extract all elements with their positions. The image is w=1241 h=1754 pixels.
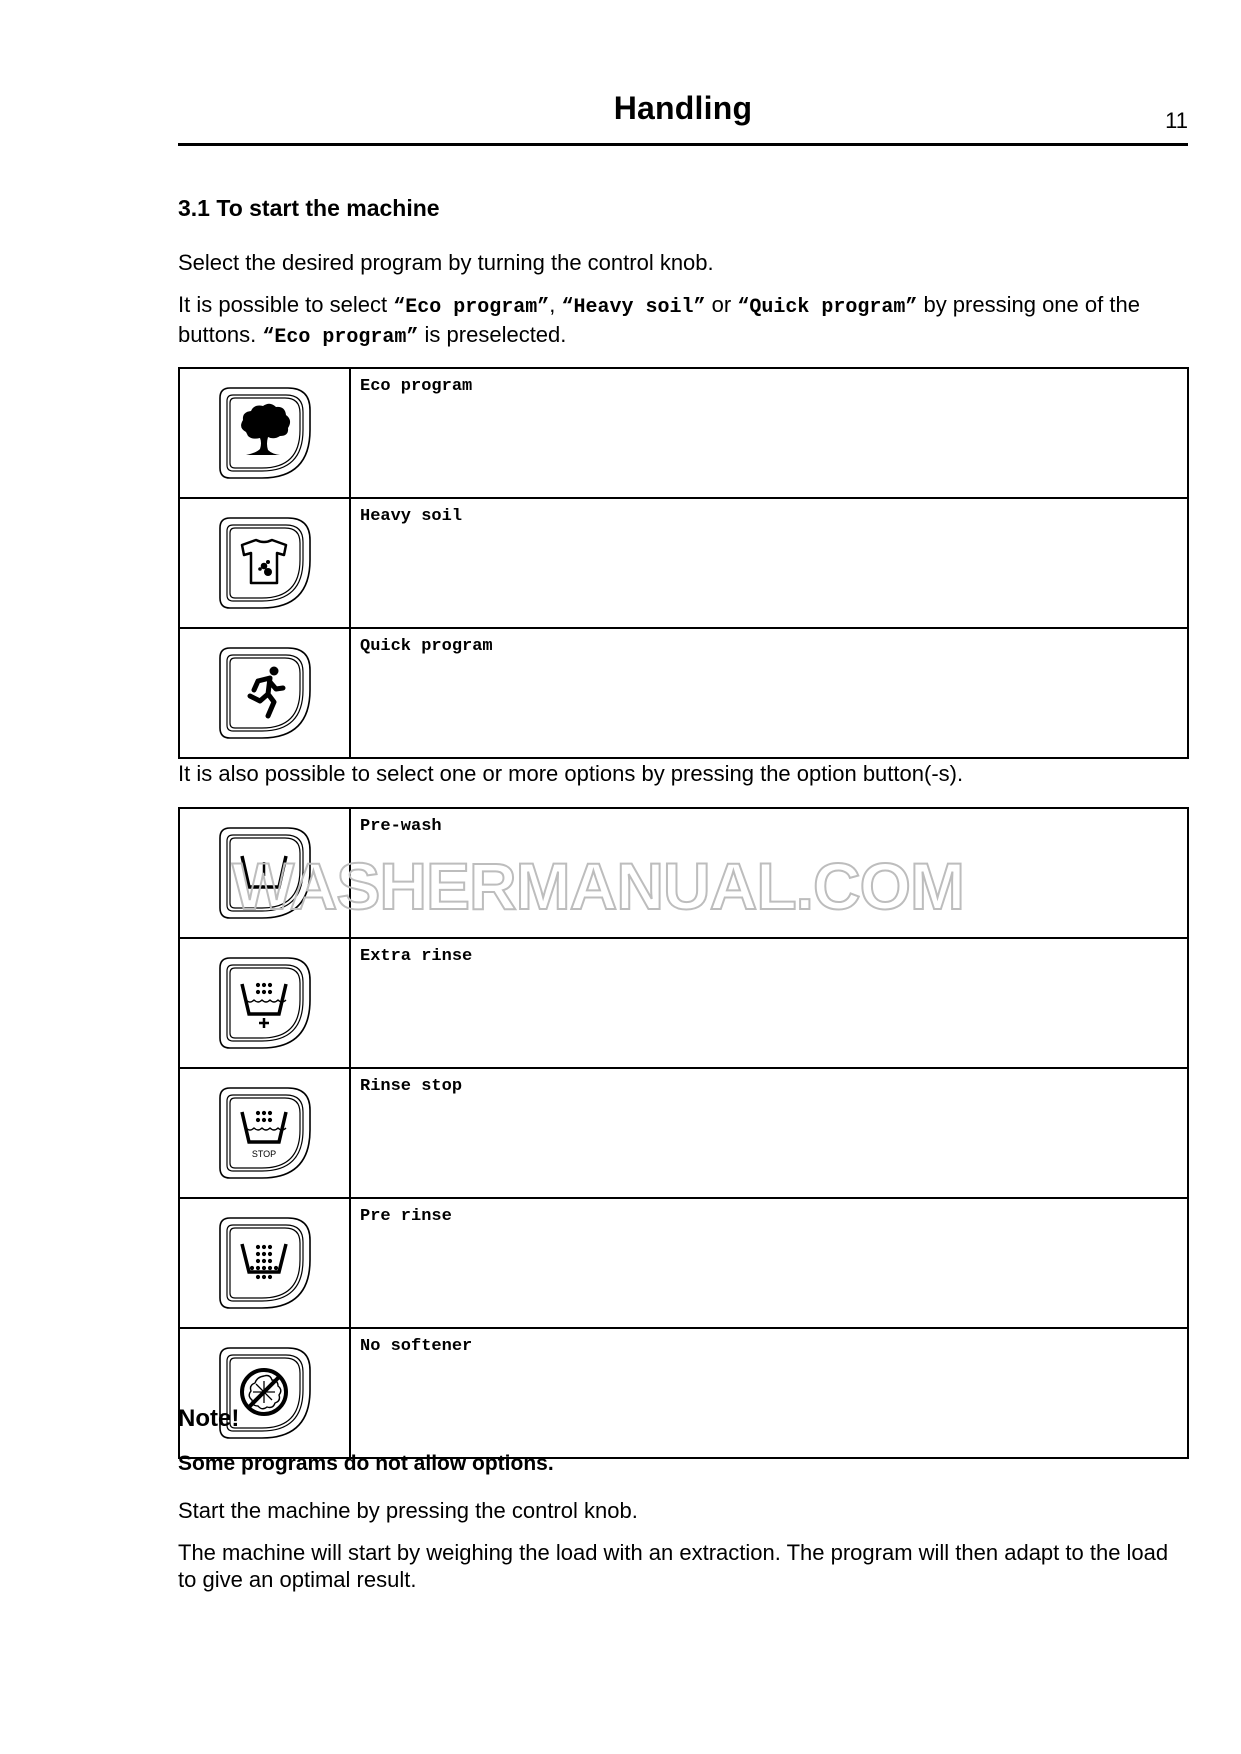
pre-rinse-icon[interactable] <box>216 1214 314 1312</box>
option-label: Pre rinse <box>360 1207 452 1226</box>
text: It is possible to select <box>178 292 394 317</box>
table-row <box>179 1198 1188 1328</box>
header-rule <box>178 143 1188 146</box>
icon-cell <box>179 1198 350 1328</box>
page-number: 11 <box>1165 108 1188 133</box>
table-row <box>179 628 1188 758</box>
tree-icon[interactable] <box>216 384 314 482</box>
stained-shirt-icon[interactable] <box>216 514 314 612</box>
quoted-program: “Eco program” <box>262 326 419 349</box>
label-cell <box>350 628 1188 758</box>
icon-cell <box>179 1328 350 1458</box>
note-bold-text: Some programs do not allow options. <box>178 1452 554 1475</box>
option-label: Rinse stop <box>360 1077 463 1096</box>
rinse-stop-icon[interactable] <box>216 1084 314 1182</box>
table-row <box>179 498 1188 628</box>
icon-cell <box>179 808 350 938</box>
label-cell <box>350 368 1188 498</box>
option-label: Pre-wash <box>360 817 442 836</box>
program-label: Eco program <box>360 377 473 396</box>
label-cell <box>350 498 1188 628</box>
extra-rinse-icon[interactable] <box>216 954 314 1052</box>
program-label: Quick program <box>360 637 493 656</box>
quoted-program: “Quick program” <box>737 296 918 319</box>
label-cell <box>350 938 1188 1068</box>
text: , <box>549 292 562 317</box>
section-heading: 3.1 To start the machine <box>178 195 440 221</box>
table-row <box>179 808 1188 938</box>
stop-text: STOP <box>251 1149 276 1159</box>
label-cell <box>350 1328 1188 1458</box>
table-row <box>179 1068 1188 1198</box>
icon-cell <box>179 498 350 628</box>
watermark: WASHERMANUAL.COM <box>232 849 964 923</box>
programs-paragraph <box>178 291 1190 351</box>
label-cell <box>350 808 1188 938</box>
running-person-icon[interactable] <box>216 644 314 742</box>
icon-cell <box>179 1068 350 1198</box>
program-label: Heavy soil <box>360 507 463 526</box>
options-intro-paragraph: It is also possible to select one or more options by pressing the option button(-s). <box>178 761 964 786</box>
intro-paragraph: Select the desired program by turning the control knob. <box>178 250 714 275</box>
label-cell <box>350 1068 1188 1198</box>
icon-cell <box>179 938 350 1068</box>
label-cell <box>350 1198 1188 1328</box>
note-title: Note! <box>178 1405 240 1432</box>
icon-cell <box>179 628 350 758</box>
program-table <box>178 367 1189 759</box>
text: or <box>705 292 738 317</box>
text: by pressing one of the buttons. <box>178 292 1140 347</box>
option-label: Extra rinse <box>360 947 473 966</box>
icon-cell <box>179 368 350 498</box>
option-table <box>178 807 1189 1459</box>
option-label: No softener <box>360 1337 473 1356</box>
quoted-program: “Eco program” <box>393 296 550 319</box>
prewash-tub-icon[interactable] <box>216 824 314 922</box>
quoted-program: “Heavy soil” <box>561 296 706 319</box>
text: is preselected. <box>418 322 567 347</box>
table-row <box>179 938 1188 1068</box>
weighing-paragraph: The machine will start by weighing the load with an extraction. The program will then adapt to the load to give an optimal result. <box>178 1540 1169 1592</box>
page-title: Handling <box>613 90 753 126</box>
start-paragraph: Start the machine by pressing the control knob. <box>178 1498 638 1523</box>
table-row <box>179 1328 1188 1458</box>
table-row <box>179 368 1188 498</box>
